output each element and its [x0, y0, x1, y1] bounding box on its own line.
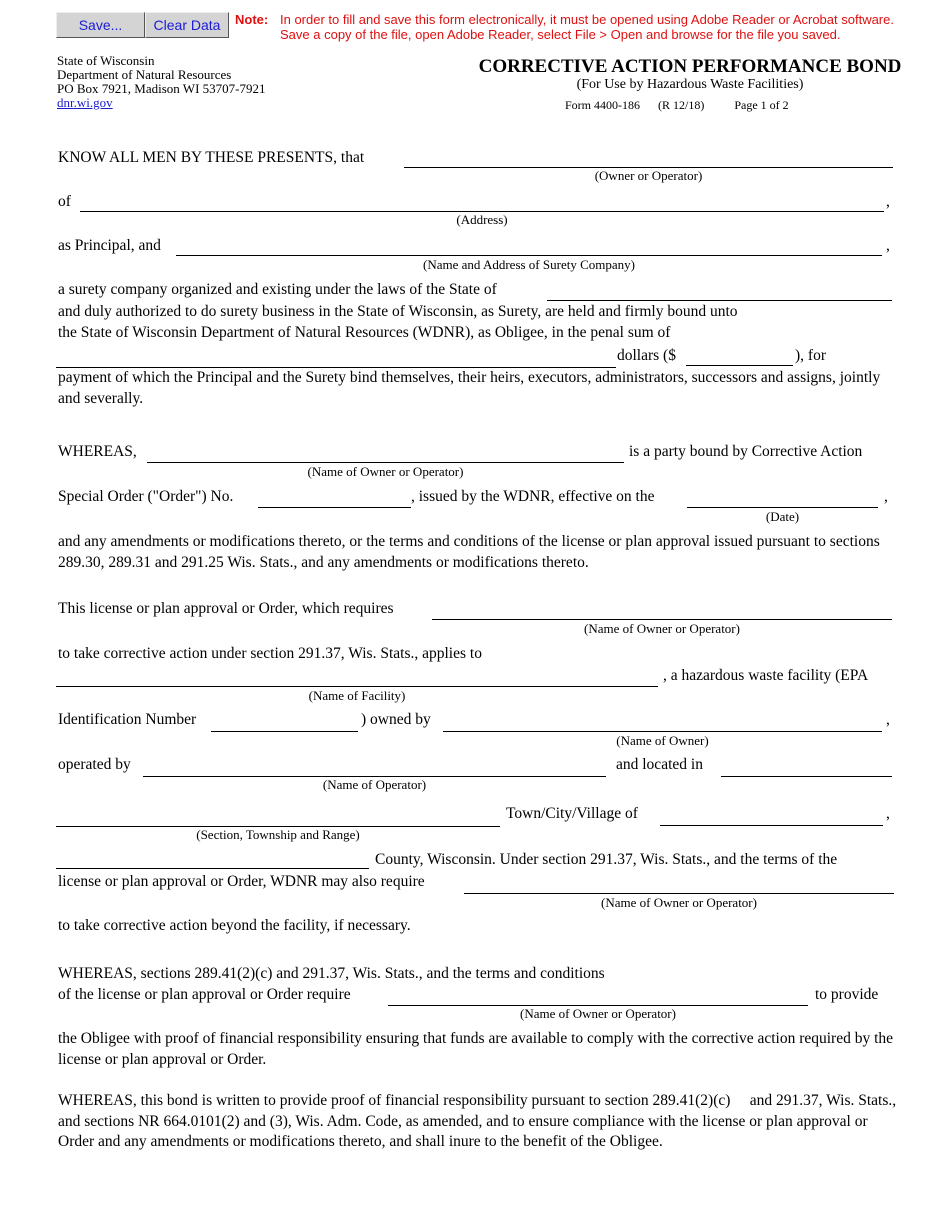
clear-data-button[interactable]: Clear Data: [145, 12, 229, 38]
dollars-text: dollars ($: [617, 347, 676, 364]
address-caption: (Address): [456, 212, 508, 227]
whereas-owner-operator-caption: (Name of Owner or Operator): [307, 464, 464, 479]
surety-state-field[interactable]: [547, 283, 892, 301]
whereas-owner-operator-field[interactable]: [147, 445, 624, 463]
party-bound-text: is a party bound by Corrective Action: [629, 443, 863, 460]
surety-caption: (Name and Address of Surety Company): [423, 257, 635, 272]
epa-id-field[interactable]: [211, 714, 358, 732]
penal-sum-words-field[interactable]: [56, 350, 616, 368]
beyond-facility-text: to take corrective action beyond the facility, if necessary.: [58, 917, 411, 934]
note-line-1: In order to fill and save this form electronically, it must be opened using Adobe Reader or Acrobat software.: [280, 12, 894, 27]
address-comma: ,: [886, 193, 890, 210]
facility-caption: (Name of Facility): [308, 688, 406, 703]
beyond-owner-operator-field[interactable]: [464, 876, 894, 894]
operator-caption: (Name of Operator): [322, 777, 427, 792]
for-text: ), for: [795, 347, 826, 364]
agency-department: Department of Natural Resources: [57, 67, 232, 82]
effective-date-field[interactable]: [687, 490, 878, 508]
whereas-2-line-1: WHEREAS, sections 289.41(2)(c) and 291.37, Wis. Stats., and the terms and conditions: [58, 965, 605, 982]
hazardous-facility-text: , a hazardous waste facility (EPA: [663, 667, 869, 684]
to-provide-text: to provide: [815, 986, 879, 1003]
as-principal-text: as Principal, and: [58, 237, 161, 254]
located-in-text: and located in: [616, 756, 703, 773]
amendments-paragraph: and any amendments or modifications thereto, or the terms and conditions of the license or plan approval issued pursuant to sections 289.30, 289.31 and 291.25 Wis. Stats., and any amendments or modifications thereto.: [58, 533, 880, 571]
section-caption: (Section, Township and Range): [196, 827, 360, 842]
owner-operator-field[interactable]: [404, 150, 893, 168]
owner-caption: (Name of Owner): [616, 733, 709, 748]
note-label: Note:: [235, 12, 269, 27]
agency-website-link[interactable]: dnr.wi.gov: [57, 95, 113, 110]
operated-by-text: operated by: [58, 756, 131, 773]
page-number: Page 1 of 2: [734, 98, 789, 112]
surety-name-address-field[interactable]: [176, 238, 882, 256]
section-township-range-field[interactable]: [56, 809, 500, 827]
form-number: Form 4400-186: [565, 98, 640, 112]
agency-po-box: PO Box 7921, Madison WI 53707-7921: [57, 81, 266, 96]
license-owner-operator-field[interactable]: [432, 602, 892, 620]
this-license-text: This license or plan approval or Order, which requires: [58, 600, 394, 617]
owned-by-text: ) owned by: [361, 711, 431, 728]
form-info: [565, 98, 789, 113]
form-title: CORRECTIVE ACTION PERFORMANCE BOND: [478, 56, 902, 77]
address-field[interactable]: [80, 194, 884, 212]
whereas-2-line-2: of the license or plan approval or Order require: [58, 986, 351, 1003]
owner-comma: ,: [886, 711, 890, 728]
take-corrective-text: to take corrective action under section 291.37, Wis. Stats., applies to: [58, 645, 482, 662]
payment-paragraph: payment of which the Principal and the Surety bind themselves, their heirs, executors, administrators, successors and assigns, jointly and severally.: [58, 369, 881, 407]
date-caption: (Date): [765, 509, 800, 524]
beyond-owner-operator-caption: (Name of Owner or Operator): [601, 895, 757, 910]
surety-laws-text: a surety company organized and existing under the laws of the State of: [58, 281, 497, 298]
agency-address: [57, 54, 265, 110]
whereas-1-text: WHEREAS,: [58, 443, 137, 460]
penal-sum-amount-field[interactable]: [686, 348, 793, 366]
owner-operator-caption: (Owner or Operator): [594, 168, 703, 183]
surety-comma: ,: [886, 237, 890, 254]
agency-state: State of Wisconsin: [57, 53, 155, 68]
located-in-field[interactable]: [721, 759, 892, 777]
issued-by-text: , issued by the WDNR, effective on the: [411, 488, 655, 505]
obligee-paragraph: the Obligee with proof of financial responsibility ensuring that funds are available to comply with the corrective action required by the license or plan approval or Order.: [58, 1030, 894, 1068]
county-field[interactable]: [56, 851, 369, 869]
form-subtitle: (For Use by Hazardous Waste Facilities): [576, 77, 804, 92]
save-button[interactable]: Save...: [56, 12, 145, 38]
note-line-2: Save a copy of the file, open Adobe Reader, select File > Open and browse for the file you saved.: [280, 27, 841, 42]
town-comma: ,: [886, 805, 890, 822]
license-owner-operator-caption: (Name of Owner or Operator): [584, 621, 740, 636]
form-revision: (R 12/18): [658, 98, 705, 112]
state-wisconsin-text: the State of Wisconsin Department of Natural Resources (WDNR), as Obligee, in the penal sum of: [58, 324, 671, 341]
order-number-field[interactable]: [258, 490, 411, 508]
id-number-text: Identification Number: [58, 711, 197, 728]
date-comma: ,: [884, 488, 888, 505]
operator-name-field[interactable]: [143, 759, 606, 777]
facility-name-field[interactable]: [56, 669, 658, 687]
town-city-village-text: Town/City/Village of: [506, 805, 638, 822]
town-city-village-field[interactable]: [660, 808, 883, 826]
know-all-text: KNOW ALL MEN BY THESE PRESENTS, that: [58, 149, 365, 166]
of-text: of: [58, 193, 71, 210]
note-text: [280, 12, 894, 42]
special-order-text: Special Order ("Order") No.: [58, 488, 234, 505]
duly-authorized-text: and duly authorized to do surety business in the State of Wisconsin, as Surety, are held and firmly bound unto: [58, 303, 738, 320]
provide-owner-operator-field[interactable]: [388, 988, 808, 1006]
provide-owner-operator-caption: (Name of Owner or Operator): [520, 1006, 676, 1021]
whereas-3-paragraph: WHEREAS, this bond is written to provide proof of financial responsibility pursuant to section 289.41(2)(c) and 291.37, Wis. Stats., and sections NR 664.0101(2) and (3), Wis. Adm. Code, as amended, and to ensure compliance with the license or plan approval or Order and any amendments or modifications thereto, and shall inure to the benefit of the Obligee.: [58, 1092, 901, 1150]
owner-name-field[interactable]: [443, 714, 882, 732]
license-require-text: license or plan approval or Order, WDNR may also require: [58, 873, 425, 890]
county-text: County, Wisconsin. Under section 291.37, Wis. Stats., and the terms of the: [375, 851, 838, 868]
